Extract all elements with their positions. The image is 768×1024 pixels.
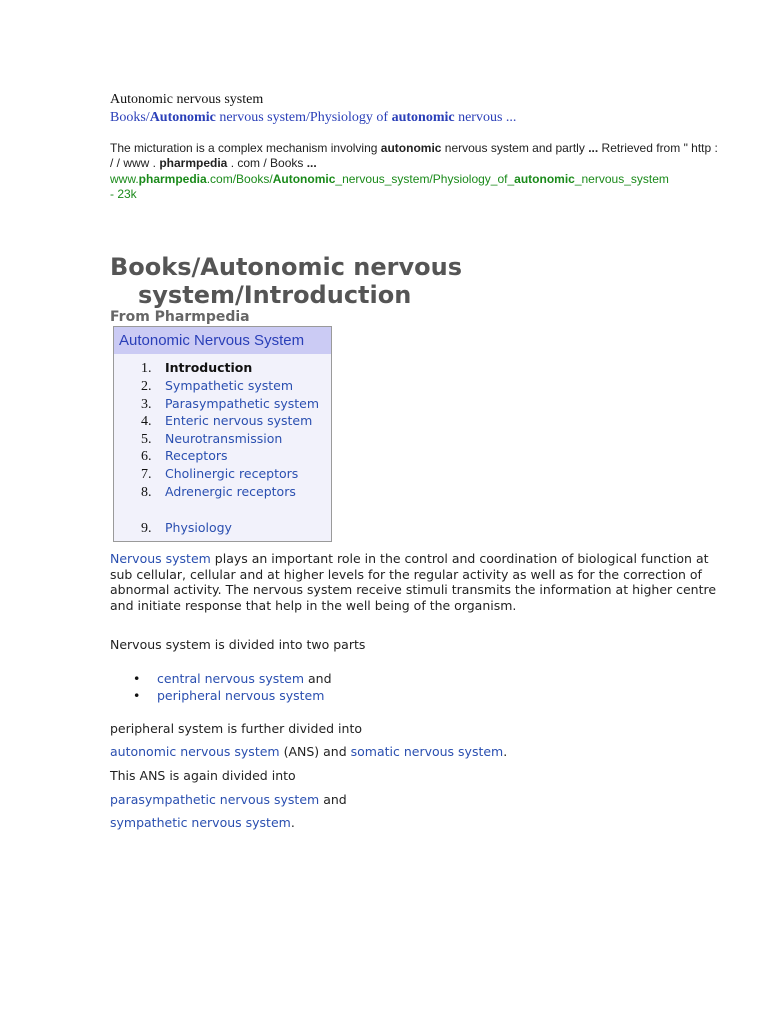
peripheral-divided-text: peripheral system is further divided into — [110, 721, 362, 736]
list-item-suffix: and — [304, 671, 332, 686]
page-title — [110, 253, 530, 309]
toc-label[interactable]: Receptors — [165, 448, 228, 463]
ans-somatic-line — [110, 744, 507, 760]
snippet-part: . com / Books — [227, 156, 307, 170]
nervous-system-link[interactable]: Nervous system — [110, 551, 211, 566]
url-part: www. — [110, 172, 139, 186]
toc-label: Introduction — [165, 360, 253, 375]
link-keyword: autonomic — [391, 110, 455, 125]
toc-item-enteric[interactable] — [141, 413, 312, 430]
link-part: Books/ — [110, 110, 150, 125]
list-item — [133, 688, 324, 703]
list-item — [133, 671, 332, 686]
toc-item-physiology[interactable] — [141, 520, 232, 537]
url-size: - 23k — [110, 187, 137, 201]
toc-item-receptors[interactable] — [141, 448, 228, 465]
toc-label[interactable]: Adrenergic receptors — [165, 484, 296, 499]
intro-paragraph — [110, 551, 720, 613]
url-keyword: pharmpedia — [138, 172, 207, 186]
url-part: _nervous_system/Physiology_of_ — [335, 172, 515, 186]
toc-number: 6. — [141, 449, 152, 464]
toc-item-adrenergic[interactable] — [141, 484, 296, 501]
toc-item-parasympathetic[interactable] — [141, 396, 319, 413]
search-result-title: Autonomic nervous system — [110, 92, 264, 107]
line-text: . — [503, 744, 508, 759]
search-result-link[interactable] — [110, 110, 516, 126]
bullet-icon: • — [133, 688, 141, 703]
toc-number: 3. — [141, 397, 152, 412]
toc-number: 7. — [141, 467, 152, 482]
autonomic-nervous-system-link[interactable]: autonomic nervous system — [110, 744, 280, 759]
paragraph-text: plays an important role in the control and coordination of biological function at sub cellular, cellular and at higher levels for the regular activity as well as for the correction of abnormal activity. The nervous system receive stimuli transmits the information at higher centre and initiate response that help in the well being of the organism. — [110, 551, 717, 613]
toc-number: 5. — [141, 432, 152, 447]
parasympathetic-line — [110, 792, 347, 808]
divided-paragraph: Nervous system is divided into two parts — [110, 637, 366, 652]
toc-item-sympathetic[interactable] — [141, 378, 293, 395]
link-keyword: Autonomic — [149, 110, 216, 125]
toc-number: 9. — [141, 521, 152, 536]
url-keyword: autonomic — [514, 172, 575, 186]
toc-label[interactable]: Enteric nervous system — [165, 413, 313, 428]
snippet-part: nervous system and partly — [441, 141, 589, 155]
snippet-keyword: pharmpedia — [159, 156, 228, 170]
search-result-url — [110, 172, 730, 202]
toc-item-introduction — [141, 360, 252, 377]
page-title-line1: Books/Autonomic nervous — [110, 253, 462, 281]
central-nervous-system-link[interactable]: central nervous system — [157, 671, 305, 686]
toc-number: 2. — [141, 379, 152, 394]
toc-label[interactable]: Sympathetic system — [165, 378, 294, 393]
snippet-part: Retrieved from " http : / / www . — [110, 141, 718, 170]
line-text: . — [290, 815, 295, 830]
peripheral-nervous-system-link[interactable]: peripheral nervous system — [157, 688, 325, 703]
page-title-line2: system/Introduction — [138, 281, 412, 309]
search-result-snippet — [110, 141, 720, 171]
link-part: nervous ... — [454, 110, 517, 125]
link-part: nervous system/Physiology of — [215, 110, 392, 125]
toc-number: 1. — [141, 361, 152, 376]
somatic-nervous-system-link[interactable]: somatic nervous system — [350, 744, 504, 759]
parasympathetic-nervous-system-link[interactable]: parasympathetic nervous system — [110, 792, 320, 807]
toc-number: 8. — [141, 485, 152, 500]
toc-header: Autonomic Nervous System — [114, 327, 331, 354]
line-text: and — [319, 792, 347, 807]
toc-label[interactable]: Physiology — [165, 520, 232, 535]
url-keyword: Autonomic — [272, 172, 336, 186]
ans-divided-text: This ANS is again divided into — [110, 768, 296, 783]
url-part: .com/Books/ — [206, 172, 273, 186]
url-part: _nervous_system — [574, 172, 669, 186]
toc-item-cholinergic[interactable] — [141, 466, 298, 483]
toc-box — [113, 326, 332, 542]
toc-label[interactable]: Neurotransmission — [165, 431, 283, 446]
line-text: (ANS) and — [279, 744, 351, 759]
source-subtitle: From Pharmpedia — [110, 309, 250, 325]
sympathetic-line — [110, 815, 295, 831]
bullet-icon: • — [133, 671, 141, 686]
snippet-part: The micturation is a complex mechanism involving — [110, 141, 381, 155]
toc-number: 4. — [141, 414, 152, 429]
toc-item-neurotransmission[interactable] — [141, 431, 282, 448]
snippet-ellipsis: ... — [588, 141, 599, 155]
toc-label[interactable]: Cholinergic receptors — [165, 466, 299, 481]
snippet-keyword: autonomic — [380, 141, 442, 155]
snippet-ellipsis: ... — [306, 156, 317, 170]
toc-label[interactable]: Parasympathetic system — [165, 396, 320, 411]
sympathetic-nervous-system-link[interactable]: sympathetic nervous system — [110, 815, 291, 830]
